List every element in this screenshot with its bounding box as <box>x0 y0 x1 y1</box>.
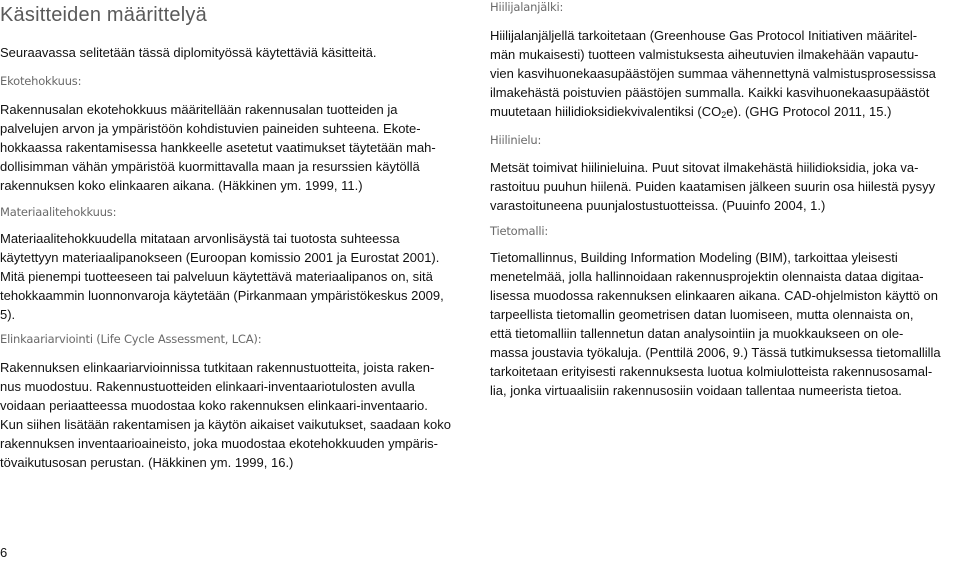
paragraph-elinkaariarviointi <box>0 358 451 472</box>
text-line: tarpeellista tietomallin geometrisen datan luomiseen, mutta olennaista on, <box>490 307 914 322</box>
text-line: tövaikutusosan perustan. (Häkkinen ym. 1999, 16.) <box>0 455 294 470</box>
section-heading-elinkaariarviointi: Elinkaariarviointi (Life Cycle Assessment, LCA): <box>0 332 262 346</box>
page-number: 6 <box>0 545 8 560</box>
section-heading-tietomalli: Tietomalli: <box>490 224 548 238</box>
text-line: Rakennusalan ekotehokkuus määritellään rakennusalan tuotteiden ja <box>0 102 398 117</box>
text-line: käytettyyn materiaalipanokseen (Euroopan komissio 2001 ja Eurostat 2001). <box>0 250 440 265</box>
intro-paragraph <box>0 43 376 62</box>
subscript: 2 <box>721 110 727 120</box>
text-line: rakennuksen koko elinkaaren aikana. (Häkkinen ym. 1999, 11.) <box>0 178 363 193</box>
text-line: lisessa muodossa rakennuksen elinkaaren aikana. CAD-ohjelmiston käyttö on <box>490 288 939 303</box>
text-line: rakennuksen inventaarioaineisto, joka muodostaa ekotehokkuuden ympäris- <box>0 436 438 451</box>
text-line: että tietomalliin tallennetun datan analysointiin ja muokkaukseen on ole- <box>490 326 904 341</box>
text-line: nus muodostuu. Rakennustuotteiden elinkaari-inventaariotulosten avulla <box>0 379 415 394</box>
paragraph-ekotehokkuus <box>0 100 436 195</box>
section-heading-hiilijalanjalki: Hiilijalanjälki: <box>490 0 564 14</box>
text-line: Tietomallinnus, Building Information Modeling (BIM), tarkoittaa yleisesti <box>490 250 898 265</box>
text-line: palvelujen arvon ja ympäristöön kohdistuvien paineiden suhteena. Ekote- <box>0 121 421 136</box>
text-line: hokkaassa rakentamisessa hankkeelle asetetut vaatimukset täytetään mah- <box>0 140 436 155</box>
section-heading-materiaalitehokkuus: Materiaalitehokkuus: <box>0 205 117 219</box>
text-line: dollisimman vähän ympäristöä kuormittavalla maan ja resurssien käytöllä <box>0 159 420 174</box>
text-line: varastoituneena puunjalostustuotteissa. (Puuinfo 2004, 1.) <box>490 198 826 213</box>
paragraph-materiaalitehokkuus <box>0 229 444 324</box>
paragraph-tietomalli <box>490 248 941 400</box>
text-line: Kun siihen lisätään rakentamisen ja käytön aikaiset vaikutukset, saadaan koko <box>0 417 451 432</box>
text-line: Mitä pienempi tuotteeseen tai palveluun käytettävä materiaalipanos on, sitä <box>0 269 433 284</box>
text-line: massa joustavia työkaluja. (Penttilä 2006, 9.) Tässä tutkimuksessa tietomallilla <box>490 345 941 360</box>
text-line: tehokkaammin luonnonvaroja käytetään (Pirkanmaan ympäristökeskus 2009, <box>0 288 444 303</box>
text-line <box>490 102 936 125</box>
section-heading-ekotehokkuus: Ekotehokkuus: <box>0 74 82 88</box>
text-line: lia, jonka virtuaalisiin rakennusosiin voidaan tallentaa numeerista tietoa. <box>490 383 902 398</box>
section-heading-hiilinielu: Hiilinielu: <box>490 133 542 147</box>
text-line: Rakennuksen elinkaariarvioinnissa tutkitaan rakennustuotteita, joista raken- <box>0 360 435 375</box>
text-line: män mukaisesti) tuotteen valmistuksesta aiheutuvien ilmakehään vapautu- <box>490 47 919 62</box>
text-segment: e). (GHG Protocol 2011, 15.) <box>726 104 892 119</box>
text-line: ilmakehästä poistuvien päästöjen summalla. Kaikki kasvihuonekaasupäästöt <box>490 85 930 100</box>
text-line: voidaan periaatteessa muodostaa koko rakennuksen elinkaari-inventaario. <box>0 398 428 413</box>
text-segment: muutetaan hiilidioksidiekvivalentiksi (CO <box>490 104 722 119</box>
text-line: Materiaalitehokkuudella mitataan arvonlisäystä tai tuotosta suhteessa <box>0 231 400 246</box>
paragraph-hiilijalanjalki <box>490 26 936 125</box>
text-line: tarkoitetaan erityisesti rakennuksesta luotua kolmiulotteista rakennusosamal- <box>490 364 933 379</box>
text-line: vien kasvihuonekaasupäästöjen summaa vähennettynä valmistusprosessissa <box>490 66 936 81</box>
text-line: Metsät toimivat hiilinieluina. Puut sitovat ilmakehästä hiilidioksidia, joka va- <box>490 160 919 175</box>
page-title: Käsitteiden määrittelyä <box>0 4 207 26</box>
text-line: 5). <box>0 307 16 322</box>
paragraph-hiilinielu <box>490 158 935 215</box>
text-line: rastoituu puuhun hiilenä. Puiden kaatamisen jälkeen suurin osa hiilestä pysyy <box>490 179 936 194</box>
text-line: Hiilijalanjäljellä tarkoitetaan (Greenhouse Gas Protocol Initiativen määritel- <box>490 28 918 43</box>
text-line: menetelmää, jolla hallinnoidaan rakennusprojektin olennaista dataa digitaa- <box>490 269 924 284</box>
text-line: Seuraavassa selitetään tässä diplomityössä käytettäviä käsitteitä. <box>0 45 377 60</box>
